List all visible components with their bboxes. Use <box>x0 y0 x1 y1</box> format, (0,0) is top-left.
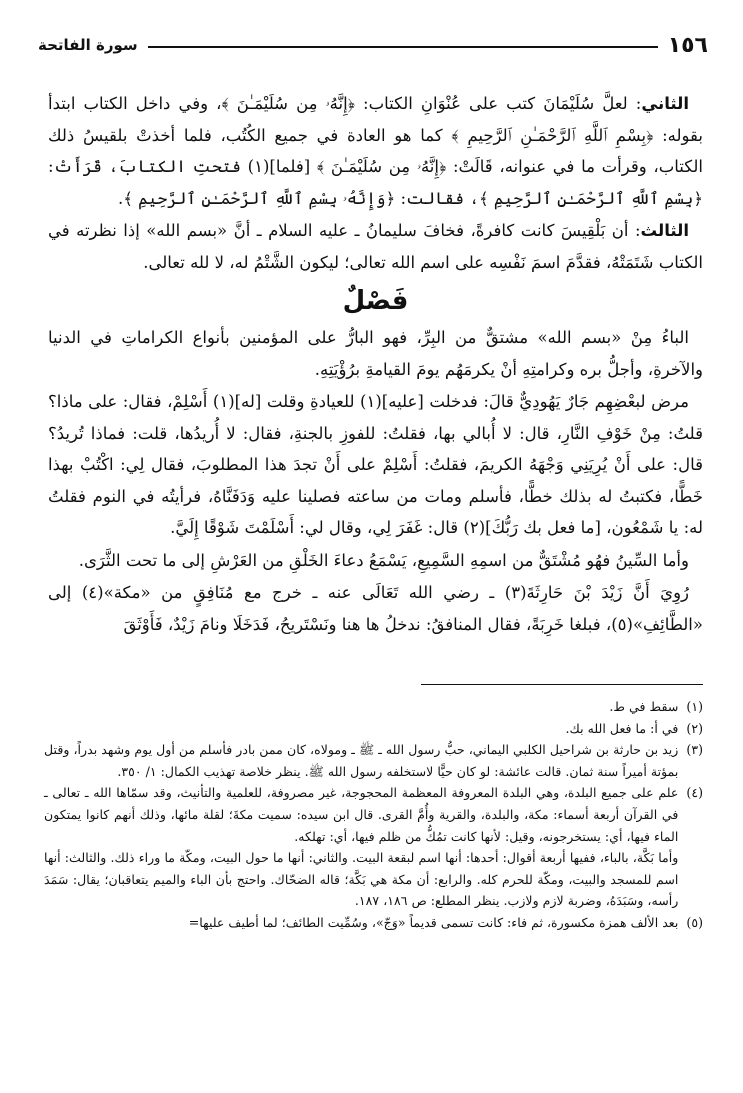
surah-title: سورة الفاتحة <box>38 36 138 54</box>
paragraph-lead: الثالث <box>640 221 689 240</box>
footnote-text-continued: وأما بَكَّة، بالباء، ففيها أربعة أقوال: أحدها: أنها اسم لبقعة البيت. والثاني: أنها ما حول البيت، ومكّة ما وراء ذلك. والثالث: أنها اسم للمسجد والبيت، ومكّة للحرم كله. والرابع: أن مكة هي بَكَّة؛ قاله الضحّاك. واحتج بأن الباء والميم يتعاقبان؛ يقال: سَمَدَ رأسه، وسَبَدَهُ، وضربة لازم ولازب. ينظر المطلع: ص ١٨٦، ١٨٧. <box>44 850 679 909</box>
paragraph-text: : أن بَلْقِيسَ كانت كافرةً، فخافَ سليمانُ ـ عليه السلام ـ أنَّ «بسم الله» إذا نظرته في الكتاب شَتَمَتْهُ، فقدَّمَ اسمَ نَفْسِه على اسم الله تعالى؛ ليكون الشَّتْمُ له، لا لله تعالى. <box>48 221 703 272</box>
paragraph-second-reason <box>48 88 703 214</box>
section-heading: فَصْلٌ <box>342 286 409 316</box>
footnote <box>44 782 703 912</box>
footnote <box>44 739 703 782</box>
footnote-separator <box>421 684 703 685</box>
footnote <box>44 912 703 934</box>
footnote-number: (٥) <box>686 914 703 930</box>
paragraph-seen: وأما السِّينُ فهُو مُشْتَقٌّ من اسمِهِ السَّمِيعِ، يَسْمَعُ دعاءَ الخَلْقِ من العَرْشِ إلى ما تحت الثَّرَى. <box>78 550 689 570</box>
header-rule <box>148 46 658 48</box>
footnote-body <box>44 782 678 912</box>
footnote-text: في أ: ما فعل الله بك. <box>565 720 679 736</box>
paragraph-baa: الباءُ مِنْ «بسم الله» مشتقٌّ من البِرِّ، فهو البارُّ على المؤمنين بأنواع الكراماتِ في الدنيا والآخرةِ، وأجلُّ بره وكرامتِهِ أنْ يكرمَهُم يومَ القيامةِ برُؤْيَتِهِ. <box>48 328 703 379</box>
footnote-text: زيد بن حارثة بن شراحيل الكلبي اليماني، حبُّ رسول الله ـ ﷺ ـ ومولاه، كان ممن بادر فأسلم من أول يوم وشهد بدراً، وقتل بمؤتة أميراً سنة ثمان. قالت عائشة: لو كان حيًّا لاستخلفه رسول الله ﷺ. ينظر خلاصة تهذيب الكمال: ١/ ٣٥٠. <box>44 742 679 779</box>
footnote <box>44 696 703 718</box>
footnote-number: (٤) <box>686 785 703 801</box>
footnote-text: بعد الألف همزة مكسورة، ثم فاء: كانت تسمى قديماً «وَجّ»، وسُمِّيت الطائف؛ لما أطيف عليها= <box>188 914 679 930</box>
paragraph-lead: الثاني <box>641 94 689 113</box>
footnote-number: (٣) <box>686 742 703 758</box>
main-text <box>48 88 703 641</box>
footnote-text: سقط في ط. <box>609 699 679 714</box>
footnote-text: علم على جميع البلدة، وهي البلدة المعروفة المعظمة المحجوجة، غير مصروفة، للعلمية والتأنيث، وقد سمّاها الله ـ تعالى ـ في القرآن أربعة أسماء: مكة، والبلدة، والقرية وأُمَّ القرى. قال ابن سيده: سميت مكةَ؛ لقلة مائها، وذلك أنهم كانوا يمتكون الماء فيها، أي: يستخرجونه، وقيل: لأنها كانت تمُكُّ من ظلم فيها، أي: تهلكه. <box>44 785 679 844</box>
paragraph-zaid: رُوِيَ أَنَّ زَيْدَ بْنَ حَارِثَةَ(٣) ـ رضي الله تَعَالَى عنه ـ خرج مع مُنَافِقٍ من «مكة»(٤) إلى «الطَّائِفِ»(٥)، فبلغا خَرِبَةً، فقال المنافقُ: ندخلُ ها هنا ونَسْتَريحُ، فَدَخَلَا ونامَ زَيْدٌ، فَأَوْثَقَ <box>48 583 703 634</box>
page-header <box>38 30 708 60</box>
paragraph-text: : لعلَّ سُلَيْمَانَ كتب على عُنْوَانِ الكتاب: ﴿إِنَّهُۥ مِن سُلَيْمَـٰنَ ﴾، وفي داخل الكتاب ابتدأ بقوله: ﴿بِسْمِ ٱللَّهِ ٱلرَّحْمَـٰنِ ٱلرَّحِيمِ ﴾ كما هو العادة في جميع الكُتُب، فلما أخذتْ بلقيسُ ذلك الكتاب، وقرأت ما في عنوانه، قَالَتْ: ﴿إِنَّهُۥ مِن سُلَيْمَـٰنَ ﴾ [فلما](١) فتحتِ الكتابَ، قَرَأَتْ: ﴿بِسْمِ ٱللَّهِ ٱلرَّحْمَـٰنِ ٱلرَّحِيمِ ﴾، فقالت: ﴿وَإِنَّهُۥ بِسْمِ ٱللَّهِ ٱلرَّحْمَـٰنِ ٱلرَّحِيمِ ﴾. <box>48 94 703 208</box>
paragraph-jewish-neighbor: مرض لبعْضِهِم جَارٌ يَهُودِيٌّ قالَ: فدخلت [عليه](١) للعيادةِ وقلت [له](١) أَسْلِمْ، فقال: على ماذا؟ قلتُ: مِنْ خَوْفِ النَّارِ، قال: لا أُبالي بها، فقلتُ: للفوزِ بالجنةِ، فقال: لا أُريدُها، قلت: فماذا تُريدُ؟ قال: على أَنْ يُرِيَنِي وَجْهَهُ الكريمَ، فقلتُ: أَسْلِمْ على أَنْ تجدَ هذا المطلوبَ، فقال لِي: اكْتُبْ بهذا خَطًّا، فكتبتُ له بذلك خطًّا، فأسلم ومات من ساعته فصلينا عليه وَدَفَنَّاهُ، فرأيتُه في النوم فقلتُ له: يا شَمْعُون، [ما فعل بك رَبُّكَ](٢) قال: غَفَرَ لِي، وقال لي: أَسْلَمْتَ شَوْقًا إِلَيَّ. <box>48 392 703 537</box>
footnote-number: (١) <box>686 699 703 714</box>
paragraph-third-reason <box>48 215 703 278</box>
footnote-number: (٢) <box>686 720 703 736</box>
footnotes <box>44 696 703 934</box>
footnote <box>44 718 703 740</box>
page-number: ١٥٦ <box>667 32 708 58</box>
